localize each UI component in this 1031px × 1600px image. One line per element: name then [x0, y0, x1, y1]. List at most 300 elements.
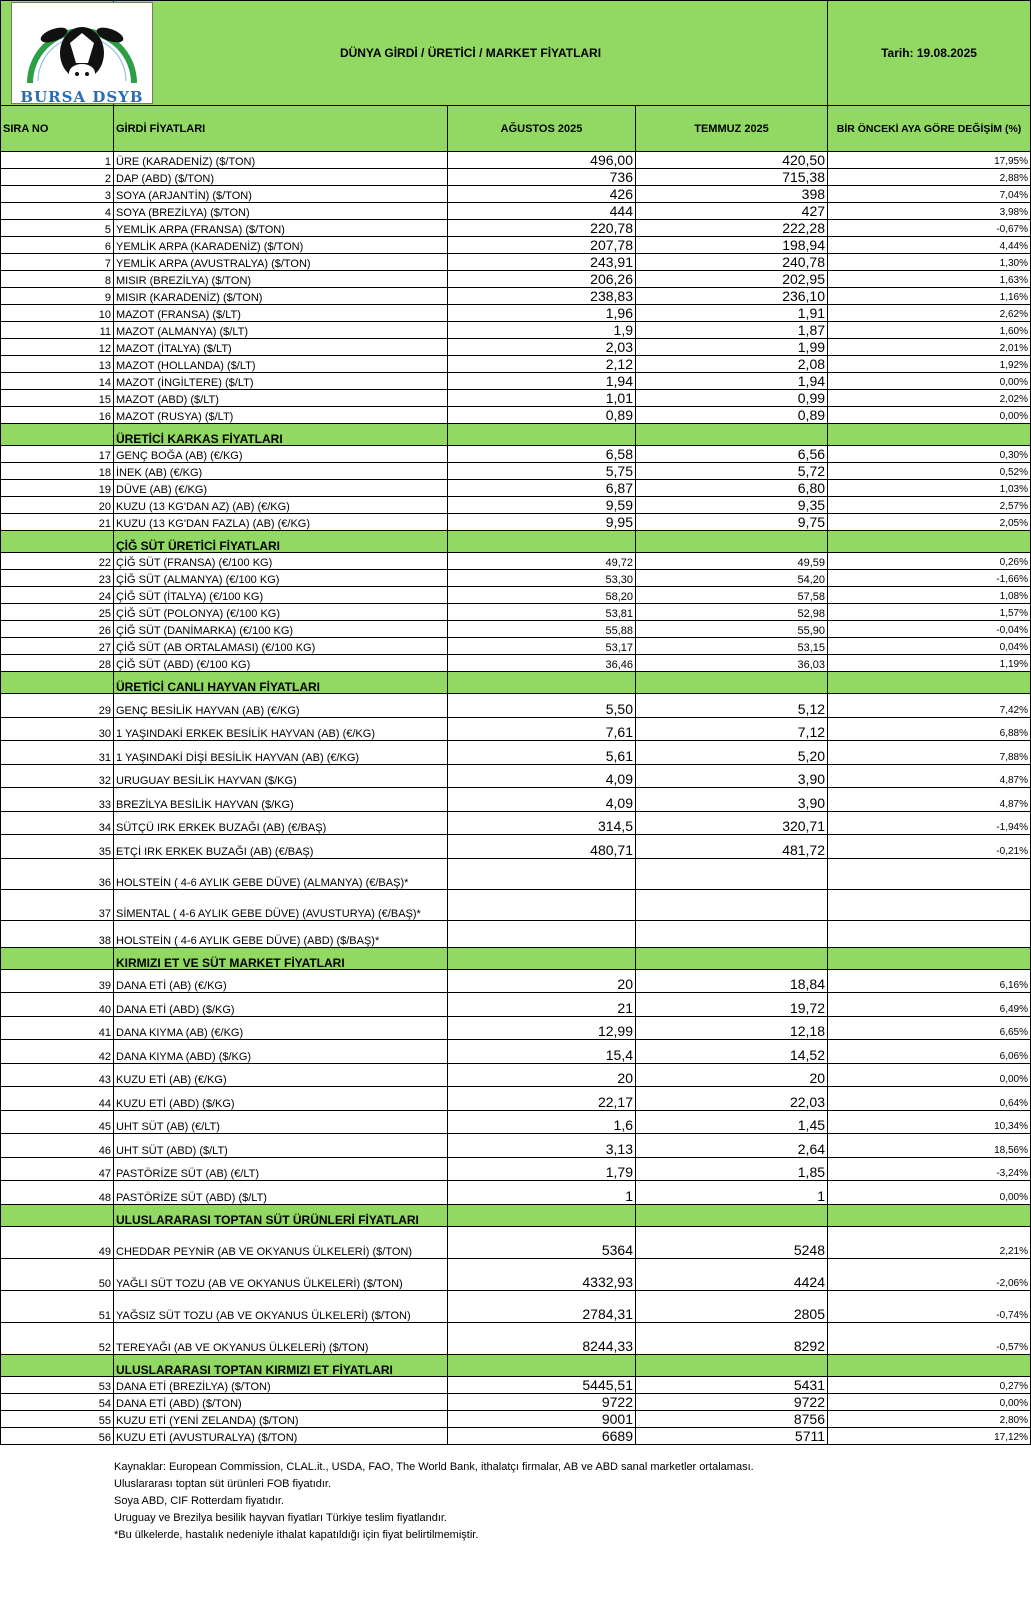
section-spacer	[448, 1204, 636, 1226]
value-change: 18,56%	[828, 1134, 1031, 1158]
table-row	[1, 993, 1031, 1017]
row-name: KUZU ETİ (AVUSTURALYA) ($/TON)	[114, 1427, 448, 1444]
row-number: 50	[1, 1258, 114, 1290]
value-change: 2,80%	[828, 1410, 1031, 1427]
row-name: 1 YAŞINDAKİ ERKEK BESİLİK HAYVAN (AB) (€/KG)	[114, 717, 448, 741]
row-number: 11	[1, 322, 114, 339]
value-change: 0,00%	[828, 1063, 1031, 1087]
table-row	[1, 446, 1031, 463]
value-july: 240,78	[636, 254, 828, 271]
bursa-dsyb-logo	[11, 2, 153, 104]
value-august: 20	[448, 1063, 636, 1087]
table-row	[1, 1087, 1031, 1111]
section-spacer	[448, 1354, 636, 1376]
value-august: 2784,31	[448, 1290, 636, 1322]
value-july: 49,59	[636, 553, 828, 570]
value-change: 1,19%	[828, 655, 1031, 672]
row-name: PASTÖRİZE SÜT (AB) (€/LT)	[114, 1157, 448, 1181]
row-name: SOYA (ARJANTİN) ($/TON)	[114, 186, 448, 203]
value-change	[828, 858, 1031, 889]
value-august: 6,58	[448, 446, 636, 463]
row-number: 7	[1, 254, 114, 271]
row-name: SOYA (BREZİLYA) ($/TON)	[114, 203, 448, 220]
row-number: 21	[1, 514, 114, 531]
row-name: MAZOT (FRANSA) ($/LT)	[114, 305, 448, 322]
column-header-row	[1, 106, 1031, 152]
table-row	[1, 322, 1031, 339]
table-row	[1, 407, 1031, 424]
value-august: 9722	[448, 1393, 636, 1410]
row-number: 53	[1, 1376, 114, 1393]
value-change: 4,87%	[828, 764, 1031, 788]
row-name: ÇİĞ SÜT (DANİMARKA) (€/100 KG)	[114, 621, 448, 638]
table-row	[1, 497, 1031, 514]
value-july: 715,38	[636, 169, 828, 186]
row-number: 18	[1, 463, 114, 480]
row-number: 34	[1, 811, 114, 835]
value-change: 1,30%	[828, 254, 1031, 271]
value-july: 202,95	[636, 271, 828, 288]
row-number: 33	[1, 788, 114, 812]
section-spacer	[828, 531, 1031, 553]
footnotes	[0, 1445, 1030, 1544]
section-title: ÇİĞ SÜT ÜRETİCİ FİYATLARI	[114, 531, 448, 553]
title-row	[1, 1, 1031, 106]
table-row	[1, 1290, 1031, 1322]
section-title: ÜRETİCİ KARKAS FİYATLARI	[114, 424, 448, 446]
value-august: 3,13	[448, 1134, 636, 1158]
section-header-row	[1, 1204, 1031, 1226]
section-spacer	[636, 1204, 828, 1226]
section-header-row	[1, 672, 1031, 694]
value-july: 1,85	[636, 1157, 828, 1181]
value-change: -3,24%	[828, 1157, 1031, 1181]
value-change: 0,00%	[828, 407, 1031, 424]
value-july: 1,45	[636, 1110, 828, 1134]
value-change: -0,21%	[828, 835, 1031, 859]
row-name: DANA ETİ (BREZİLYA) ($/TON)	[114, 1376, 448, 1393]
section-header-row	[1, 531, 1031, 553]
row-number: 19	[1, 480, 114, 497]
value-change: -2,06%	[828, 1258, 1031, 1290]
table-row	[1, 1410, 1031, 1427]
row-name: CHEDDAR PEYNİR (AB VE OKYANUS ÜLKELERİ) ($/TON)	[114, 1226, 448, 1258]
value-august: 206,26	[448, 271, 636, 288]
value-july: 5,20	[636, 741, 828, 765]
value-change: 1,92%	[828, 356, 1031, 373]
table-row	[1, 811, 1031, 835]
value-august: 9,95	[448, 514, 636, 531]
row-number: 49	[1, 1226, 114, 1258]
value-change: -0,57%	[828, 1322, 1031, 1354]
value-august: 4,09	[448, 788, 636, 812]
table-row	[1, 1016, 1031, 1040]
section-header-row	[1, 1354, 1031, 1376]
row-name: ETÇİ IRK ERKEK BUZAĞI (AB) (€/BAŞ)	[114, 835, 448, 859]
row-number: 44	[1, 1087, 114, 1111]
row-name: YAĞSIZ SÜT TOZU (AB VE OKYANUS ÜLKELERİ) ($/TON)	[114, 1290, 448, 1322]
row-name: KUZU ETİ (AB) (€/KG)	[114, 1063, 448, 1087]
value-july: 52,98	[636, 604, 828, 621]
section-spacer	[448, 947, 636, 969]
value-july: 55,90	[636, 621, 828, 638]
table-row	[1, 604, 1031, 621]
value-change: 1,63%	[828, 271, 1031, 288]
logo-cell	[1, 1, 144, 106]
col-header-name: GİRDİ FİYATLARI	[114, 106, 448, 152]
value-august: 53,81	[448, 604, 636, 621]
row-number: 26	[1, 621, 114, 638]
footnote-line: Soya ABD, CIF Rotterdam fiyatıdır.	[114, 1494, 284, 1507]
row-name: YEMLİK ARPA (KARADENİZ) ($/TON)	[114, 237, 448, 254]
row-name: KUZU (13 KG'DAN AZ) (AB) (€/KG)	[114, 497, 448, 514]
value-august: 0,89	[448, 407, 636, 424]
value-july: 0,99	[636, 390, 828, 407]
value-change: 6,06%	[828, 1040, 1031, 1064]
value-change: 7,88%	[828, 741, 1031, 765]
footnote-line: Uluslararası toptan süt ürünleri FOB fiyatıdır.	[114, 1477, 332, 1490]
row-number: 27	[1, 638, 114, 655]
footnote-line: *Bu ülkelerde, hastalık nedeniyle ithalat kapatıldığı için fiyat belirtilmemiştir.	[114, 1528, 479, 1541]
value-change: 0,27%	[828, 1376, 1031, 1393]
table-row	[1, 152, 1031, 169]
value-change: -1,94%	[828, 811, 1031, 835]
value-august: 1	[448, 1181, 636, 1205]
value-august: 5,61	[448, 741, 636, 765]
value-change: 0,00%	[828, 373, 1031, 390]
value-change: 6,65%	[828, 1016, 1031, 1040]
table-row	[1, 373, 1031, 390]
value-july: 0,89	[636, 407, 828, 424]
value-change: 0,00%	[828, 1181, 1031, 1205]
row-name: MAZOT (ALMANYA) ($/LT)	[114, 322, 448, 339]
value-july: 57,58	[636, 587, 828, 604]
row-name: SÜTÇÜ IRK ERKEK BUZAĞI (AB) (€/BAŞ)	[114, 811, 448, 835]
row-name: DANA ETİ (ABD) ($/KG)	[114, 993, 448, 1017]
value-july: 427	[636, 203, 828, 220]
value-change	[828, 920, 1031, 947]
value-change: 1,16%	[828, 288, 1031, 305]
row-number: 43	[1, 1063, 114, 1087]
value-july: 1,94	[636, 373, 828, 390]
col-header-aug: AĞUSTOS 2025	[448, 106, 636, 152]
value-august: 6689	[448, 1427, 636, 1444]
row-number: 52	[1, 1322, 114, 1354]
value-august: 53,17	[448, 638, 636, 655]
row-name: KUZU ETİ (YENİ ZELANDA) ($/TON)	[114, 1410, 448, 1427]
row-number: 40	[1, 993, 114, 1017]
value-july: 18,84	[636, 969, 828, 993]
row-number: 6	[1, 237, 114, 254]
value-august: 736	[448, 169, 636, 186]
value-july: 6,80	[636, 480, 828, 497]
row-name: GENÇ BOĞA (AB) (€/KG)	[114, 446, 448, 463]
value-change: 2,02%	[828, 390, 1031, 407]
value-change: -0,74%	[828, 1290, 1031, 1322]
row-name: BREZİLYA BESİLİK HAYVAN ($/KG)	[114, 788, 448, 812]
value-change: -0,67%	[828, 220, 1031, 237]
table-row	[1, 1063, 1031, 1087]
table-row	[1, 1226, 1031, 1258]
row-name: PASTÖRİZE SÜT (ABD) ($/LT)	[114, 1181, 448, 1205]
value-august: 53,30	[448, 570, 636, 587]
section-title: KIRMIZI ET VE SÜT MARKET FİYATLARI	[114, 947, 448, 969]
table-row	[1, 1040, 1031, 1064]
value-august: 5,75	[448, 463, 636, 480]
row-number: 45	[1, 1110, 114, 1134]
value-july: 2805	[636, 1290, 828, 1322]
value-change: 2,88%	[828, 169, 1031, 186]
value-july: 9,75	[636, 514, 828, 531]
table-row	[1, 835, 1031, 859]
table-row	[1, 741, 1031, 765]
value-august: 2,12	[448, 356, 636, 373]
footnote-line: Kaynaklar: European Commission, CLAL.it., USDA, FAO, The World Bank, ithalatçı firmalar, AB ve ABD sanal marketler ortalaması.	[114, 1460, 754, 1473]
section-title: ULUSLARARASI TOPTAN SÜT ÜRÜNLERİ FİYATLARI	[114, 1204, 448, 1226]
table-row	[1, 717, 1031, 741]
row-name: MAZOT (İNGİLTERE) ($/LT)	[114, 373, 448, 390]
value-change: 0,64%	[828, 1087, 1031, 1111]
row-number: 20	[1, 497, 114, 514]
table-row	[1, 1157, 1031, 1181]
value-change: -0,04%	[828, 621, 1031, 638]
value-july: 1	[636, 1181, 828, 1205]
section-spacer	[828, 1204, 1031, 1226]
value-july: 5,12	[636, 694, 828, 718]
row-number: 38	[1, 920, 114, 947]
value-july: 1,87	[636, 322, 828, 339]
value-july: 8292	[636, 1322, 828, 1354]
value-august: 15,4	[448, 1040, 636, 1064]
value-august: 9,59	[448, 497, 636, 514]
row-name: UHT SÜT (ABD) ($/LT)	[114, 1134, 448, 1158]
row-number: 23	[1, 570, 114, 587]
table-row	[1, 237, 1031, 254]
value-change: 0,30%	[828, 446, 1031, 463]
section-spacer	[636, 1354, 828, 1376]
table-row	[1, 1393, 1031, 1410]
row-name: YAĞLI SÜT TOZU (AB VE OKYANUS ÜLKELERİ) ($/TON)	[114, 1258, 448, 1290]
value-july: 3,90	[636, 764, 828, 788]
row-name: HOLSTEİN ( 4-6 AYLIK GEBE DÜVE) (ALMANYA) (€/BAŞ)*	[114, 858, 448, 889]
table-row	[1, 1376, 1031, 1393]
value-july: 5711	[636, 1427, 828, 1444]
row-name: DANA ETİ (AB) (€/KG)	[114, 969, 448, 993]
table-row	[1, 254, 1031, 271]
value-august: 9001	[448, 1410, 636, 1427]
value-july: 54,20	[636, 570, 828, 587]
row-number: 1	[1, 152, 114, 169]
value-july	[636, 858, 828, 889]
row-number: 24	[1, 587, 114, 604]
value-august: 238,83	[448, 288, 636, 305]
table-row	[1, 514, 1031, 531]
value-july: 9722	[636, 1393, 828, 1410]
report-date: Tarih: 19.08.2025	[828, 1, 1031, 106]
section-header-row	[1, 947, 1031, 969]
row-name: MISIR (BREZİLYA) ($/TON)	[114, 271, 448, 288]
value-august: 220,78	[448, 220, 636, 237]
row-name: ÇİĞ SÜT (FRANSA) (€/100 KG)	[114, 553, 448, 570]
row-number: 55	[1, 1410, 114, 1427]
table-row	[1, 390, 1031, 407]
value-july: 6,56	[636, 446, 828, 463]
value-july: 19,72	[636, 993, 828, 1017]
table-row	[1, 220, 1031, 237]
section-spacer	[828, 672, 1031, 694]
row-name: DAP (ABD) ($/TON)	[114, 169, 448, 186]
table-row	[1, 305, 1031, 322]
section-spacer	[636, 947, 828, 969]
row-number: 22	[1, 553, 114, 570]
section-spacer	[448, 424, 636, 446]
row-name: MAZOT (HOLLANDA) ($/LT)	[114, 356, 448, 373]
value-july: 7,12	[636, 717, 828, 741]
value-july: 320,71	[636, 811, 828, 835]
table-row	[1, 788, 1031, 812]
value-change: 2,21%	[828, 1226, 1031, 1258]
value-august: 444	[448, 203, 636, 220]
table-row	[1, 655, 1031, 672]
table-row	[1, 920, 1031, 947]
row-number: 56	[1, 1427, 114, 1444]
row-name: YEMLİK ARPA (AVUSTRALYA) ($/TON)	[114, 254, 448, 271]
value-change: 6,88%	[828, 717, 1031, 741]
row-name: DÜVE (AB) (€/KG)	[114, 480, 448, 497]
table-row	[1, 889, 1031, 920]
value-july: 198,94	[636, 237, 828, 254]
value-july: 1,91	[636, 305, 828, 322]
value-july: 3,90	[636, 788, 828, 812]
section-spacer	[828, 947, 1031, 969]
value-july: 1,99	[636, 339, 828, 356]
value-july: 222,28	[636, 220, 828, 237]
row-number: 9	[1, 288, 114, 305]
value-july: 481,72	[636, 835, 828, 859]
value-july: 36,03	[636, 655, 828, 672]
section-header-row	[1, 424, 1031, 446]
value-august: 207,78	[448, 237, 636, 254]
value-august: 5,50	[448, 694, 636, 718]
value-change: 4,87%	[828, 788, 1031, 812]
row-name: MAZOT (ABD) ($/LT)	[114, 390, 448, 407]
table-row	[1, 169, 1031, 186]
row-number: 47	[1, 1157, 114, 1181]
value-change: 1,60%	[828, 322, 1031, 339]
row-number: 37	[1, 889, 114, 920]
value-august: 1,9	[448, 322, 636, 339]
table-row	[1, 694, 1031, 718]
value-change: 2,57%	[828, 497, 1031, 514]
section-spacer	[448, 672, 636, 694]
value-august: 480,71	[448, 835, 636, 859]
value-change: 6,49%	[828, 993, 1031, 1017]
table-row	[1, 480, 1031, 497]
value-august: 12,99	[448, 1016, 636, 1040]
row-name: DANA ETİ (ABD) ($/TON)	[114, 1393, 448, 1410]
row-number: 16	[1, 407, 114, 424]
value-august: 314,5	[448, 811, 636, 835]
value-august: 22,17	[448, 1087, 636, 1111]
table-row	[1, 1258, 1031, 1290]
table-row	[1, 621, 1031, 638]
section-title: ÜRETİCİ CANLI HAYVAN FİYATLARI	[114, 672, 448, 694]
table-row	[1, 638, 1031, 655]
value-july: 22,03	[636, 1087, 828, 1111]
row-name: UHT SÜT (AB) (€/LT)	[114, 1110, 448, 1134]
value-august	[448, 889, 636, 920]
row-name: DANA KIYMA (ABD) ($/KG)	[114, 1040, 448, 1064]
value-july: 5248	[636, 1226, 828, 1258]
value-july: 2,08	[636, 356, 828, 373]
row-name: ÇİĞ SÜT (POLONYA) (€/100 KG)	[114, 604, 448, 621]
value-august: 5364	[448, 1226, 636, 1258]
table-row	[1, 186, 1031, 203]
value-august: 1,6	[448, 1110, 636, 1134]
logo-text: BURSA DSYB	[20, 88, 144, 106]
value-change: 0,00%	[828, 1393, 1031, 1410]
value-july: 5431	[636, 1376, 828, 1393]
row-name: MISIR (KARADENİZ) ($/TON)	[114, 288, 448, 305]
value-august: 4332,93	[448, 1258, 636, 1290]
row-name: KUZU (13 KG'DAN FAZLA) (AB) (€/KG)	[114, 514, 448, 531]
row-number: 31	[1, 741, 114, 765]
table-row	[1, 570, 1031, 587]
row-number: 36	[1, 858, 114, 889]
value-august	[448, 920, 636, 947]
value-august: 7,61	[448, 717, 636, 741]
value-change: 7,42%	[828, 694, 1031, 718]
row-number: 32	[1, 764, 114, 788]
row-name: KUZU ETİ (ABD) ($/KG)	[114, 1087, 448, 1111]
value-august: 55,88	[448, 621, 636, 638]
value-july: 398	[636, 186, 828, 203]
value-august: 20	[448, 969, 636, 993]
row-name: 1 YAŞINDAKİ DİŞİ BESİLİK HAYVAN (AB) (€/KG)	[114, 741, 448, 765]
row-number: 54	[1, 1393, 114, 1410]
section-spacer	[448, 531, 636, 553]
row-name: URUGUAY BESİLİK HAYVAN ($/KG)	[114, 764, 448, 788]
row-number: 4	[1, 203, 114, 220]
value-change: 2,05%	[828, 514, 1031, 531]
value-july: 236,10	[636, 288, 828, 305]
value-august: 36,46	[448, 655, 636, 672]
section-spacer	[1, 1354, 114, 1376]
section-spacer	[636, 672, 828, 694]
table-row	[1, 858, 1031, 889]
row-number: 48	[1, 1181, 114, 1205]
value-july: 4424	[636, 1258, 828, 1290]
value-july: 12,18	[636, 1016, 828, 1040]
value-july: 9,35	[636, 497, 828, 514]
table-row	[1, 587, 1031, 604]
section-spacer	[1, 531, 114, 553]
page-title: DÜNYA GİRDİ / ÜRETİCİ / MARKET FİYATLARI	[114, 1, 828, 106]
row-number: 2	[1, 169, 114, 186]
col-header-jul: TEMMUZ 2025	[636, 106, 828, 152]
value-august: 1,79	[448, 1157, 636, 1181]
value-august: 4,09	[448, 764, 636, 788]
row-number: 13	[1, 356, 114, 373]
row-name: MAZOT (RUSYA) ($/LT)	[114, 407, 448, 424]
row-number: 15	[1, 390, 114, 407]
row-name: İNEK (AB) (€/KG)	[114, 463, 448, 480]
value-august: 8244,33	[448, 1322, 636, 1354]
row-number: 39	[1, 969, 114, 993]
section-spacer	[1, 947, 114, 969]
value-july	[636, 920, 828, 947]
row-name: ÜRE (KARADENİZ) ($/TON)	[114, 152, 448, 169]
